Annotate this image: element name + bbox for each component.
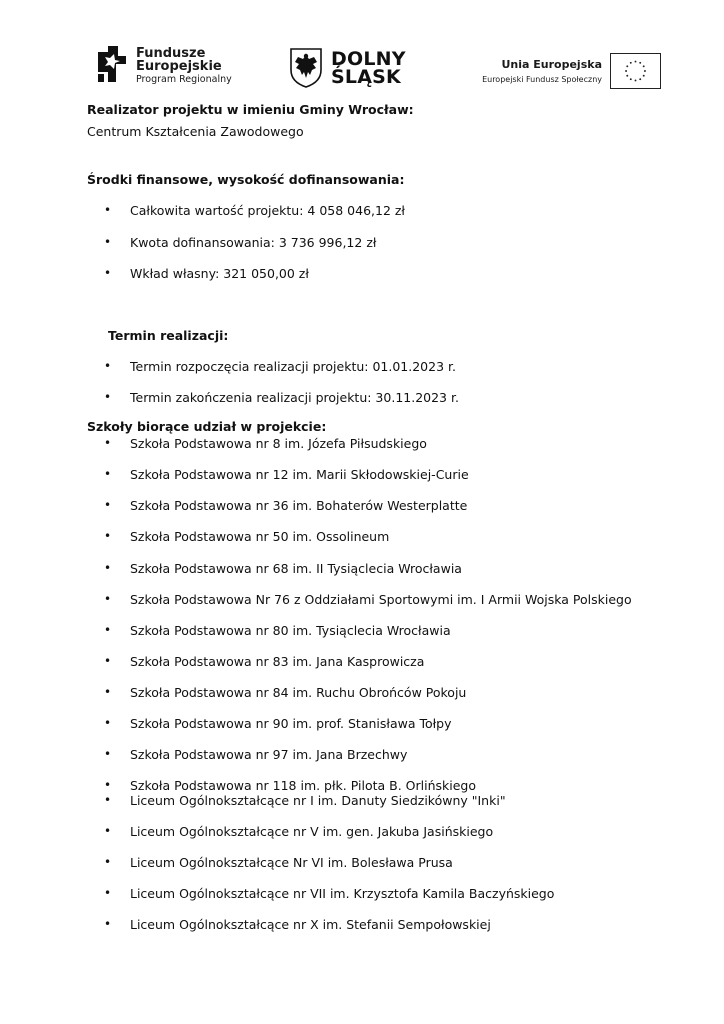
school-item: Szkoła Podstawowa nr 118 im. płk. Pilota B. Orlińskiego — [130, 778, 476, 793]
school-item: Szkoła Podstawowa nr 68 im. II Tysiąclecia Wrocławia — [130, 561, 462, 576]
bullet: • — [104, 778, 112, 792]
ds-logo-line1: DOLNY — [331, 48, 406, 70]
bullet: • — [104, 654, 112, 668]
bullet: • — [104, 359, 112, 373]
fe-logo-line3: Program Regionalny — [136, 74, 232, 85]
bullet: • — [104, 747, 112, 761]
term-heading: Termin realizacji: — [108, 328, 229, 343]
bullet: • — [104, 529, 112, 543]
school-item: Szkoła Podstawowa nr 97 im. Jana Brzechwy — [130, 747, 408, 762]
school-item: Szkoła Podstawowa Nr 76 z Oddziałami Sportowymi im. I Armii Wojska Polskiego — [130, 592, 632, 607]
finance-item: Wkład własny: 321 050,00 zł — [130, 266, 309, 281]
term-item: Termin rozpoczęcia realizacji projektu: 01.01.2023 r. — [130, 359, 456, 374]
school-item: Liceum Ogólnokształcące nr V im. gen. Jakuba Jasińskiego — [130, 824, 494, 839]
bullet: • — [104, 592, 112, 606]
school-item: Szkoła Podstawowa nr 80 im. Tysiąclecia Wrocławia — [130, 623, 451, 638]
school-item: Szkoła Podstawowa nr 83 im. Jana Kasprowicza — [130, 654, 425, 669]
term-item: Termin zakończenia realizacji projektu: 30.11.2023 r. — [130, 390, 459, 405]
bullet: • — [104, 498, 112, 512]
bullet: • — [104, 716, 112, 730]
eu-logo-line2: Europejski Fundusz Społeczny — [482, 75, 602, 84]
school-item: Szkoła Podstawowa nr 50 im. Ossolineum — [130, 529, 390, 544]
school-item: Szkoła Podstawowa nr 12 im. Marii Skłodowskiej-Curie — [130, 467, 469, 482]
finance-heading: Środki finansowe, wysokość dofinansowania: — [87, 172, 405, 187]
realizator-name: Centrum Kształcenia Zawodowego — [87, 124, 304, 139]
bullet: • — [104, 436, 112, 450]
schools-heading: Szkoły biorące udział w projekcie: — [87, 419, 327, 434]
bullet: • — [104, 855, 112, 869]
school-item: Liceum Ogólnokształcące nr VII im. Krzysztofa Kamila Baczyńskiego — [130, 886, 555, 901]
school-item: Liceum Ogólnokształcące Nr VI im. Bolesława Prusa — [130, 855, 453, 870]
bullet: • — [104, 467, 112, 481]
bullet: • — [104, 235, 112, 249]
realizator-heading: Realizator projektu w imieniu Gminy Wrocław: — [87, 102, 414, 117]
school-item: Szkoła Podstawowa nr 84 im. Ruchu Obrońców Pokoju — [130, 685, 467, 700]
finance-item: Całkowita wartość projektu: 4 058 046,12 zł — [130, 203, 405, 218]
bullet: • — [104, 561, 112, 575]
fe-logo-line1: Fundusze — [136, 46, 206, 61]
school-item: Szkoła Podstawowa nr 8 im. Józefa Piłsudskiego — [130, 436, 427, 451]
bullet: • — [104, 886, 112, 900]
bullet: • — [104, 685, 112, 699]
school-item: Szkoła Podstawowa nr 36 im. Bohaterów Westerplatte — [130, 498, 468, 513]
school-item: Liceum Ogólnokształcące nr I im. Danuty Siedzikówny "Inki" — [130, 793, 506, 808]
bullet: • — [104, 793, 112, 807]
school-item: Szkoła Podstawowa nr 90 im. prof. Stanisława Tołpy — [130, 716, 452, 731]
bullet: • — [104, 203, 112, 217]
bullet: • — [104, 266, 112, 280]
eu-logo-line1: Unia Europejska — [501, 58, 602, 71]
fe-logo-line2: Europejskie — [136, 59, 222, 74]
bullet: • — [104, 824, 112, 838]
bullet: • — [104, 623, 112, 637]
bullet: • — [104, 390, 112, 404]
bullet: • — [104, 917, 112, 931]
finance-item: Kwota dofinansowania: 3 736 996,12 zł — [130, 235, 377, 250]
ds-logo-line2: ŚLĄSK — [331, 66, 401, 88]
school-item: Liceum Ogólnokształcące nr X im. Stefanii Sempołowskiej — [130, 917, 491, 932]
